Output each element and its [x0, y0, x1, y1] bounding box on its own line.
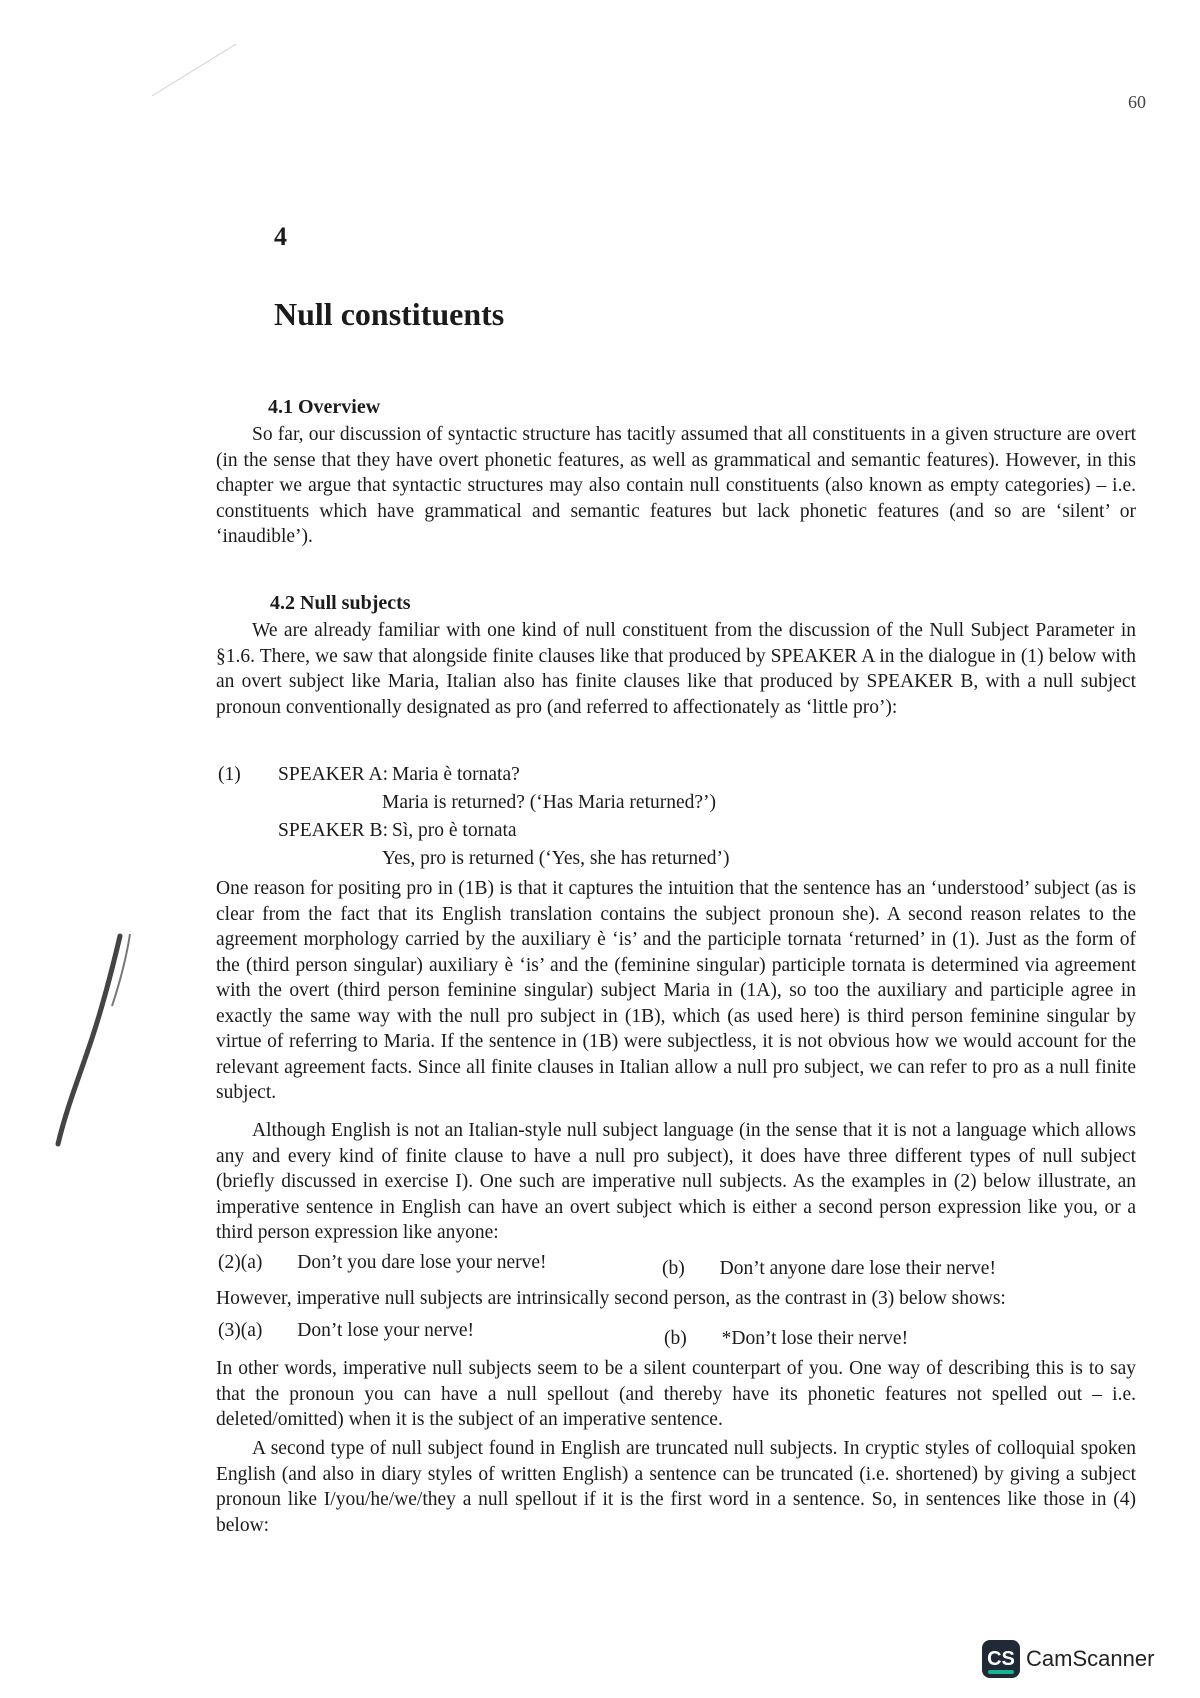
speaker-b-italian: Sì, pro è tornata — [392, 820, 517, 841]
speaker-a-italian: Maria è tornata? — [392, 764, 520, 785]
speaker-a-label: SPEAKER A: — [278, 764, 388, 785]
example-number: (3)(a) — [218, 1320, 263, 1341]
example-text: Don’t anyone dare lose their nerve! — [719, 1258, 996, 1279]
camscanner-watermark — [982, 1640, 1154, 1678]
paragraph-null-subject-intro: We are already familiar with one kind of null constituent from the discussion of the Null Subject Parameter in §1.6. There, we saw that alongside finite clauses like that produced by SPEAKER A in the dialogue in (1) below with an overt subject like Maria, Italian also has finite clauses like that produced by SPEAKER B, with a null subject pronoun conventionally designated as pro (and referred to affectionately as ‘little pro’): — [216, 620, 1136, 718]
speaker-a-gloss: Maria is returned? (‘Has Maria returned?’) — [382, 792, 717, 813]
paragraph-truncated-null-subjects: A second type of null subject found in English are truncated null subjects. In cryptic styles of colloquial spoken English (and also in diary styles of written English) a sentence can be truncated (i.e. shortened) by giving a subject pronoun like I/you/he/we/they a null spellout if it is the first word in a sentence. So, in sentences like those in (4) below: — [216, 1438, 1136, 1536]
paragraph-reasons-for-pro: One reason for positing pro in (1B) is that it captures the intuition that the sentence has an ‘understood’ subject (as is clear from the fact that its English translation contains the subject pronoun she). A second reason relates to the agreement morphology carried by the auxiliary è ‘is’ and the participle tornata ‘returned’ in (1). Just as the form of the (third person singular) auxiliary è ‘is’ and the (feminine singular) participle tornata is determined via agreement with the overt (third person feminine singular) subject Maria in (1A), so too the auxiliary and participle agree in exactly the same way with the null pro subject in (1B), which (as used here) is third person feminine singular by virtue of referring to Maria. If the sentence in (1B) were subjectless, it is not obvious how we would account for the relevant agreement facts. Since all finite clauses in Italian allow a null pro subject, we can refer to pro as a null finite subject. — [216, 878, 1136, 1103]
example-2b — [662, 1256, 996, 1281]
example-2a — [218, 1250, 547, 1275]
camscanner-brand-text: CamScanner — [1026, 1646, 1155, 1671]
section-heading-overview: 4.1 Overview — [268, 396, 381, 418]
scan-artifact-left-margin — [52, 930, 132, 1150]
speaker-b-label: SPEAKER B: — [278, 820, 388, 841]
paragraph-overview: So far, our discussion of syntactic structure has tacitly assumed that all constituents in a given structure are overt (in the sense that they have overt phonetic features, as well as grammatical and semantic features). However, in this chapter we argue that syntactic structures may also contain null constituents (also known as empty categories) – i.e. constituents which have grammatical and semantic features but lack phonetic features (and so are ‘silent’ or ‘inaudible’). — [216, 424, 1136, 547]
chapter-number: 4 — [274, 222, 287, 251]
paragraph-null-spellout: In other words, imperative null subjects seem to be a silent counterpart of you. One way of describing this is to say that the pronoun you can have a null spellout (and thereby have its phonetic features not spelled out – i.e. deleted/omitted) when it is the subject of an imperative sentence. — [216, 1358, 1136, 1430]
chapter-title: Null constituents — [274, 296, 505, 332]
example-number: (b) — [664, 1328, 687, 1349]
page-number: 60 — [1128, 92, 1146, 112]
example-number: (1) — [218, 764, 241, 785]
example-number: (b) — [662, 1258, 685, 1279]
example-text: Don’t lose your nerve! — [297, 1320, 474, 1341]
section-heading-null-subjects: 4.2 Null subjects — [270, 592, 411, 614]
scan-artifact-top-left — [150, 40, 240, 100]
example-text: *Don’t lose their nerve! — [721, 1328, 909, 1349]
camscanner-logo-icon: CS — [982, 1640, 1020, 1678]
speaker-b-gloss: Yes, pro is returned (‘Yes, she has returned’) — [382, 848, 730, 869]
example-text: Don’t you dare lose your nerve! — [297, 1252, 547, 1273]
example-number: (2)(a) — [218, 1252, 263, 1273]
paragraph-english-null-subjects: Although English is not an Italian-style null subject language (in the sense that it is not a language which allows any and every kind of finite clause to have a null pro subject), it does have three different types of null subject (briefly discussed in exercise I). One such are imperative null subjects. As the examples in (2) below illustrate, an imperative sentence in English can have an overt subject which is either a second person expression like you, or a third person expression like anyone: — [216, 1120, 1136, 1243]
paragraph-imperative-contrast: However, imperative null subjects are intrinsically second person, as the contrast in (3) below shows: — [216, 1288, 1006, 1309]
example-3b — [664, 1326, 908, 1351]
example-1 — [218, 762, 1078, 872]
example-3a — [218, 1318, 474, 1343]
